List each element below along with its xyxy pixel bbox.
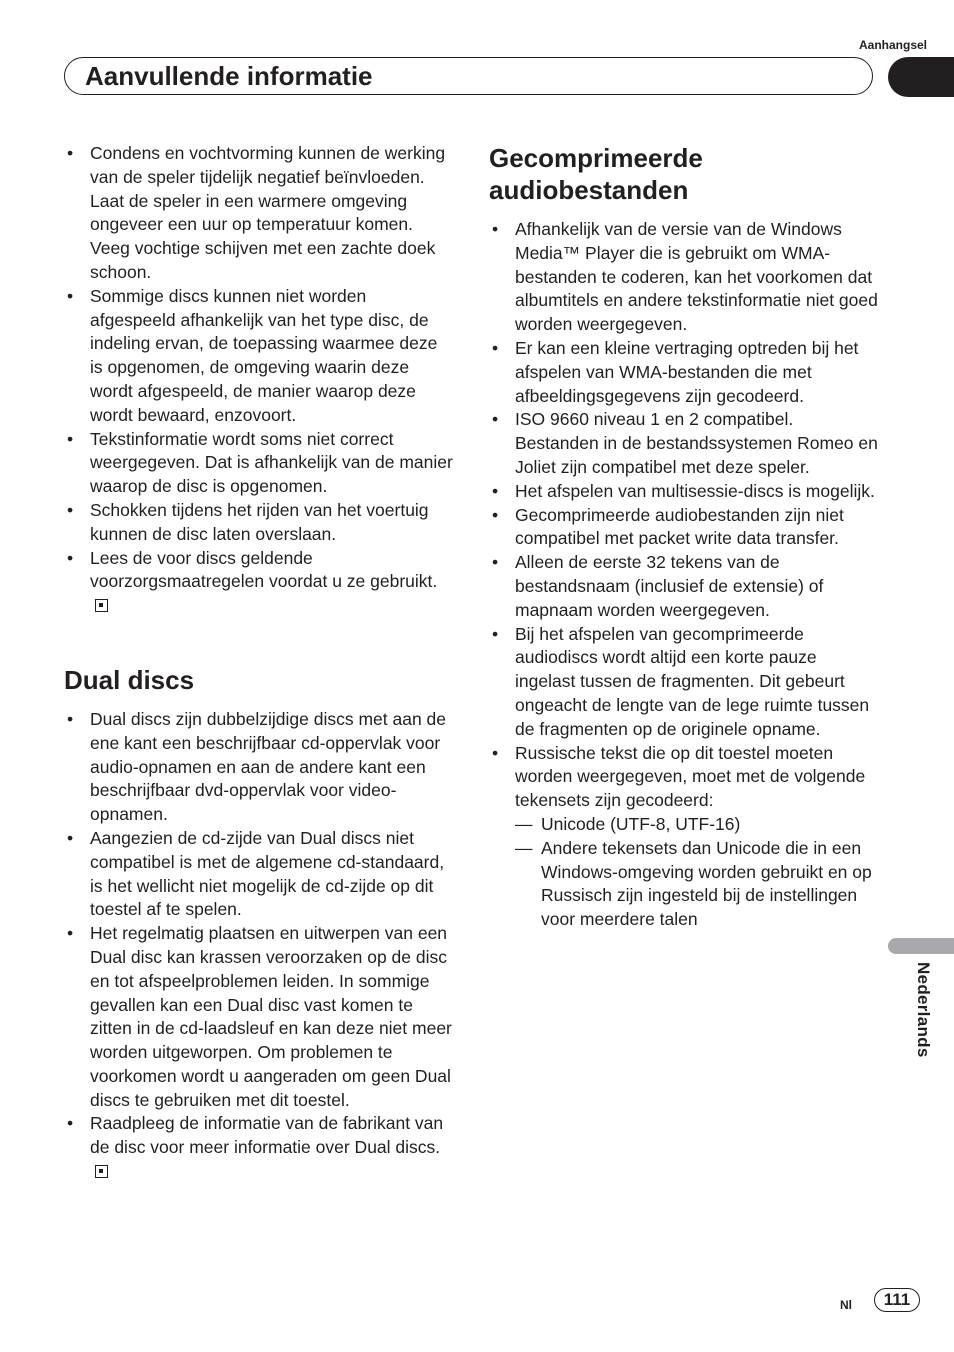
right-column <box>489 142 881 932</box>
list-item: • ISO 9660 niveau 1 en 2 compatibel. Bestanden in de bestandssystemen Romeo en Joliet zijn compatibel met deze speler. <box>489 408 881 479</box>
list-item <box>489 742 881 932</box>
chapter-header <box>64 57 873 95</box>
list-item <box>64 547 454 618</box>
sublist-item: — Andere tekensets dan Unicode die in een Windows-omgeving worden gebruikt en op Russisch zijn ingesteld bij de instellingen voor meerdere talen <box>515 837 881 932</box>
list-item-text: Russische tekst die op dit toestel moeten worden weergegeven, moet met de volgende tekensets zijn gecodeerd: <box>515 742 866 811</box>
end-of-section-icon <box>95 599 108 612</box>
list-item <box>64 1112 454 1183</box>
list-item: • Gecomprimeerde audiobestanden zijn niet compatibel met packet write data transfer. <box>489 504 881 552</box>
list-item: • Het regelmatig plaatsen en uitwerpen van een Dual disc kan krassen veroorzaken op de disc en tot afspeelproblemen leiden. In sommige gevallen kan een Dual disc vast komen te zitten in de cd-laadsleuf en kan deze niet meer worden uitgeworpen. Om problemen te voorkomen wordt u aangeraden om geen Dual discs te gebruiken met dit toestel. <box>64 922 454 1112</box>
section-heading-dual-discs: Dual discs <box>64 664 195 695</box>
list-item-text: Raadpleeg de informatie van de fabrikant van de disc voor meer informatie over Dual discs. <box>90 1113 444 1158</box>
list-item: • Het afspelen van multisessie-discs is mogelijk. <box>489 480 881 504</box>
compressed-audio-list <box>489 218 881 932</box>
footer-language-code: Nl <box>840 1298 852 1312</box>
language-side-label: Nederlands <box>914 962 933 1058</box>
section-label: Aanhangsel <box>858 38 927 52</box>
intro-list <box>64 142 454 618</box>
list-item: • Alleen de eerste 32 tekens van de bestandsnaam (inclusief de extensie) of mapnaam worden weergegeven. <box>489 551 881 622</box>
list-item: • Er kan een kleine vertraging optreden bij het afspelen van WMA-bestanden die met afbeeldingsgegevens zijn gecodeerd. <box>489 337 881 408</box>
list-item: • Bij het afspelen van gecomprimeerde audiodiscs wordt altijd een korte pauze ingelast tussen de fragmenten. Dit gebeurt ongeacht de lengte van de lege ruimte tussen de fragmenten op de originele opname. <box>489 623 881 742</box>
dual-discs-list <box>64 708 454 1184</box>
list-item: • Tekstinformatie wordt soms niet correct weergegeven. Dat is afhankelijk van de manier waarop de disc is opgenomen. <box>64 428 454 499</box>
list-item: • Condens en vochtvorming kunnen de werking van de speler tijdelijk negatief beïnvloeden. Laat de speler in een warmere omgeving ongeveer een uur op temperatuur komen. Veeg vochtige schijven met een zachte doek schoon. <box>64 142 454 285</box>
language-tab-marker <box>888 938 954 954</box>
page-number: 111 <box>874 1288 920 1312</box>
list-item: • Aangezien de cd-zijde van Dual discs niet compatibel is met de algemene cd-standaard, is het wellicht niet mogelijk de cd-zijde op dit toestel af te spelen. <box>64 827 454 922</box>
left-column <box>64 142 454 1184</box>
list-item: • Dual discs zijn dubbelzijdige discs met aan de ene kant een beschrijfbaar cd-oppervlak voor audio-opnamen en aan de andere kant een beschrijfbaar dvd-oppervlak voor video-opnamen. <box>64 708 454 827</box>
chapter-title: Aanvullende informatie <box>85 61 373 91</box>
list-item: • Schokken tijdens het rijden van het voertuig kunnen de disc laten overslaan. <box>64 499 454 547</box>
chapter-tab-marker <box>888 57 954 97</box>
end-of-section-icon <box>95 1165 108 1178</box>
list-item-text: Lees de voor discs geldende voorzorgsmaatregelen voordat u ze gebruikt. <box>90 547 438 592</box>
list-item: • Afhankelijk van de versie van de Windows Media™ Player die is gebruikt om WMA-bestanden te coderen, kan het voorkomen dat albumtitels en andere tekstinformatie niet goed worden weergegeven. <box>489 218 881 337</box>
sublist-item: — Unicode (UTF-8, UTF-16) <box>515 813 881 837</box>
list-item: • Sommige discs kunnen niet worden afgespeeld afhankelijk van het type disc, de indeling ervan, de toepassing waarmee deze is opgenomen, de omgeving waarin deze wordt afgespeeld, de manier waarop deze wordt bewaard, enzovoort. <box>64 285 454 428</box>
section-heading-compressed-audio: Gecomprimeerde audiobestanden <box>489 143 703 205</box>
charset-sublist <box>515 813 881 932</box>
